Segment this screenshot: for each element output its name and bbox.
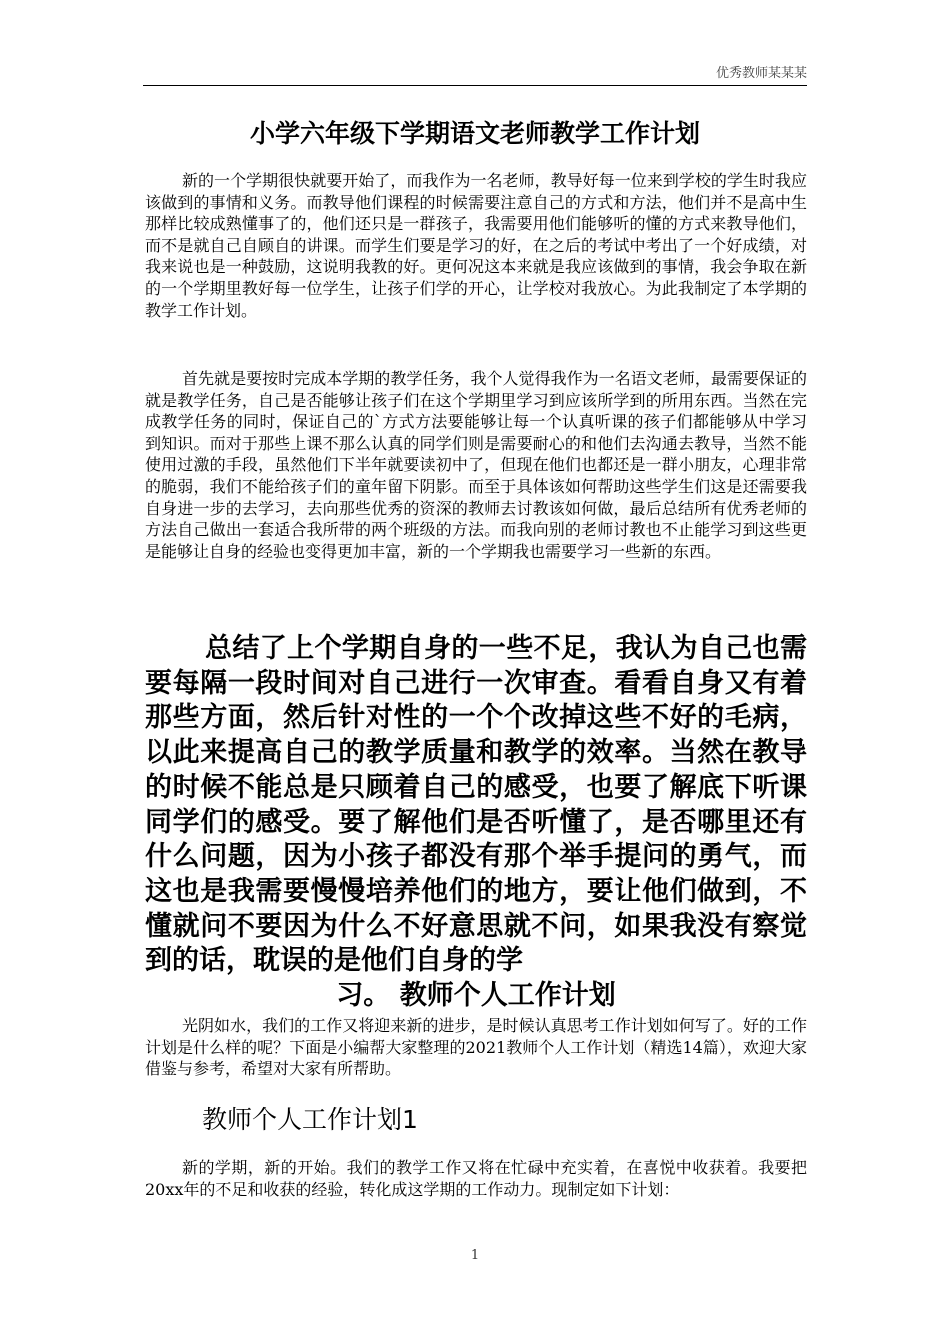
page-number: 1 bbox=[470, 1248, 480, 1263]
section-heading: 教师个人工作计划1 bbox=[202, 1105, 418, 1134]
header-author: 优秀教师某某某 bbox=[715, 66, 807, 81]
page-header bbox=[143, 66, 807, 86]
summary-paragraph bbox=[145, 632, 807, 1014]
summary-text: 总结了上个学期自身的一些不足，我认为自己也需要每隔一段时间对自己进行一次审查。看看自身又有着那些方面，然后针对性的一个个改掉这些不好的毛病，以此来提高自己的教学质量和教学的效率。当然在教导的时候不能总是只顾着自己的感受，也要了解底下听课同学们的感受。要了解他们是否听懂了，是否哪里还有什么问题，因为小孩子都没有那个举手提问的勇气，而这也是我需要慢慢培养他们的地方，要让他们做到，不懂就问不要因为什么不好意思就不问，如果我没有察觉到的话，耽误的是他们自身的学 bbox=[145, 633, 807, 977]
summary-tail: 习。 教师个人工作计划 bbox=[336, 980, 616, 1012]
intro-paragraph: 新的一个学期很快就要开始了，而我作为一名老师，教导好每一位来到学校的学生时我应该做到的事情和义务。而教导他们课程的时候需要注意自己的方式和方法，他们并不是高中生那样比较成熟懂事了的，他们还只是一群孩子，我需要用他们能够听的懂的方式来教导他们，而不是就自己自顾自的讲课。而学生们要是学习的好，在之后的考试中考出了一个好成绩，对我来说也是一种鼓励，这说明我教的好。更何况这本来就是我应该做到的事情，我会争取在新的一个学期里教好每一位学生，让孩子们学的开心，让学校对我放心。为此我制定了本学期的教学工作计划。 bbox=[145, 171, 807, 320]
new-term-paragraph: 新的学期，新的开始。我们的教学工作又将在忙碌中充实着，在喜悦中收获着。我要把20xx年的不足和收获的经验，转化成这学期的工作动力。现制定如下计划： bbox=[145, 1158, 807, 1199]
guangyin-paragraph: 光阴如水，我们的工作又将迎来新的进步，是时候认真思考工作计划如何写了。好的工作计划是什么样的呢？下面是小编帮大家整理的2021教师个人工作计划（精选14篇），欢迎大家借鉴与参考，希望对大家有所帮助。 bbox=[145, 1016, 807, 1079]
first-paragraph: 首先就是要按时完成本学期的教学任务，我个人觉得我作为一名语文老师，最需要保证的就是教学任务，自己是否能够让孩子们在这个学期里学习到应该所学到的所用东西。当然在完成教学任务的同时，保证自己的`方式方法要能够让每一个认真听课的孩子们都能够从中学习到知识。而对于那些上课不那么认真的同学们则是需要耐心的和他们去沟通去教导，当然不能使用过激的手段，虽然他们下半年就要读初中了，但现在他们也都还是一群小朋友，心理非常的脆弱，我们不能给孩子们的童年留下阴影。而至于具体该如何帮助这些学生们这是还需要我自身进一步的去学习，去向那些优秀的资深的教师去讨教该如何做，最后总结所有优秀老师的方法自己做出一套适合我所带的两个班级的方法。而我向别的老师讨教也不止能学习到这些更是能够让自身的经验也变得更加丰富，新的一个学期我也需要学习一些新的东西。 bbox=[145, 369, 807, 561]
document-title: 小学六年级下学期语文老师教学工作计划 bbox=[249, 119, 700, 148]
